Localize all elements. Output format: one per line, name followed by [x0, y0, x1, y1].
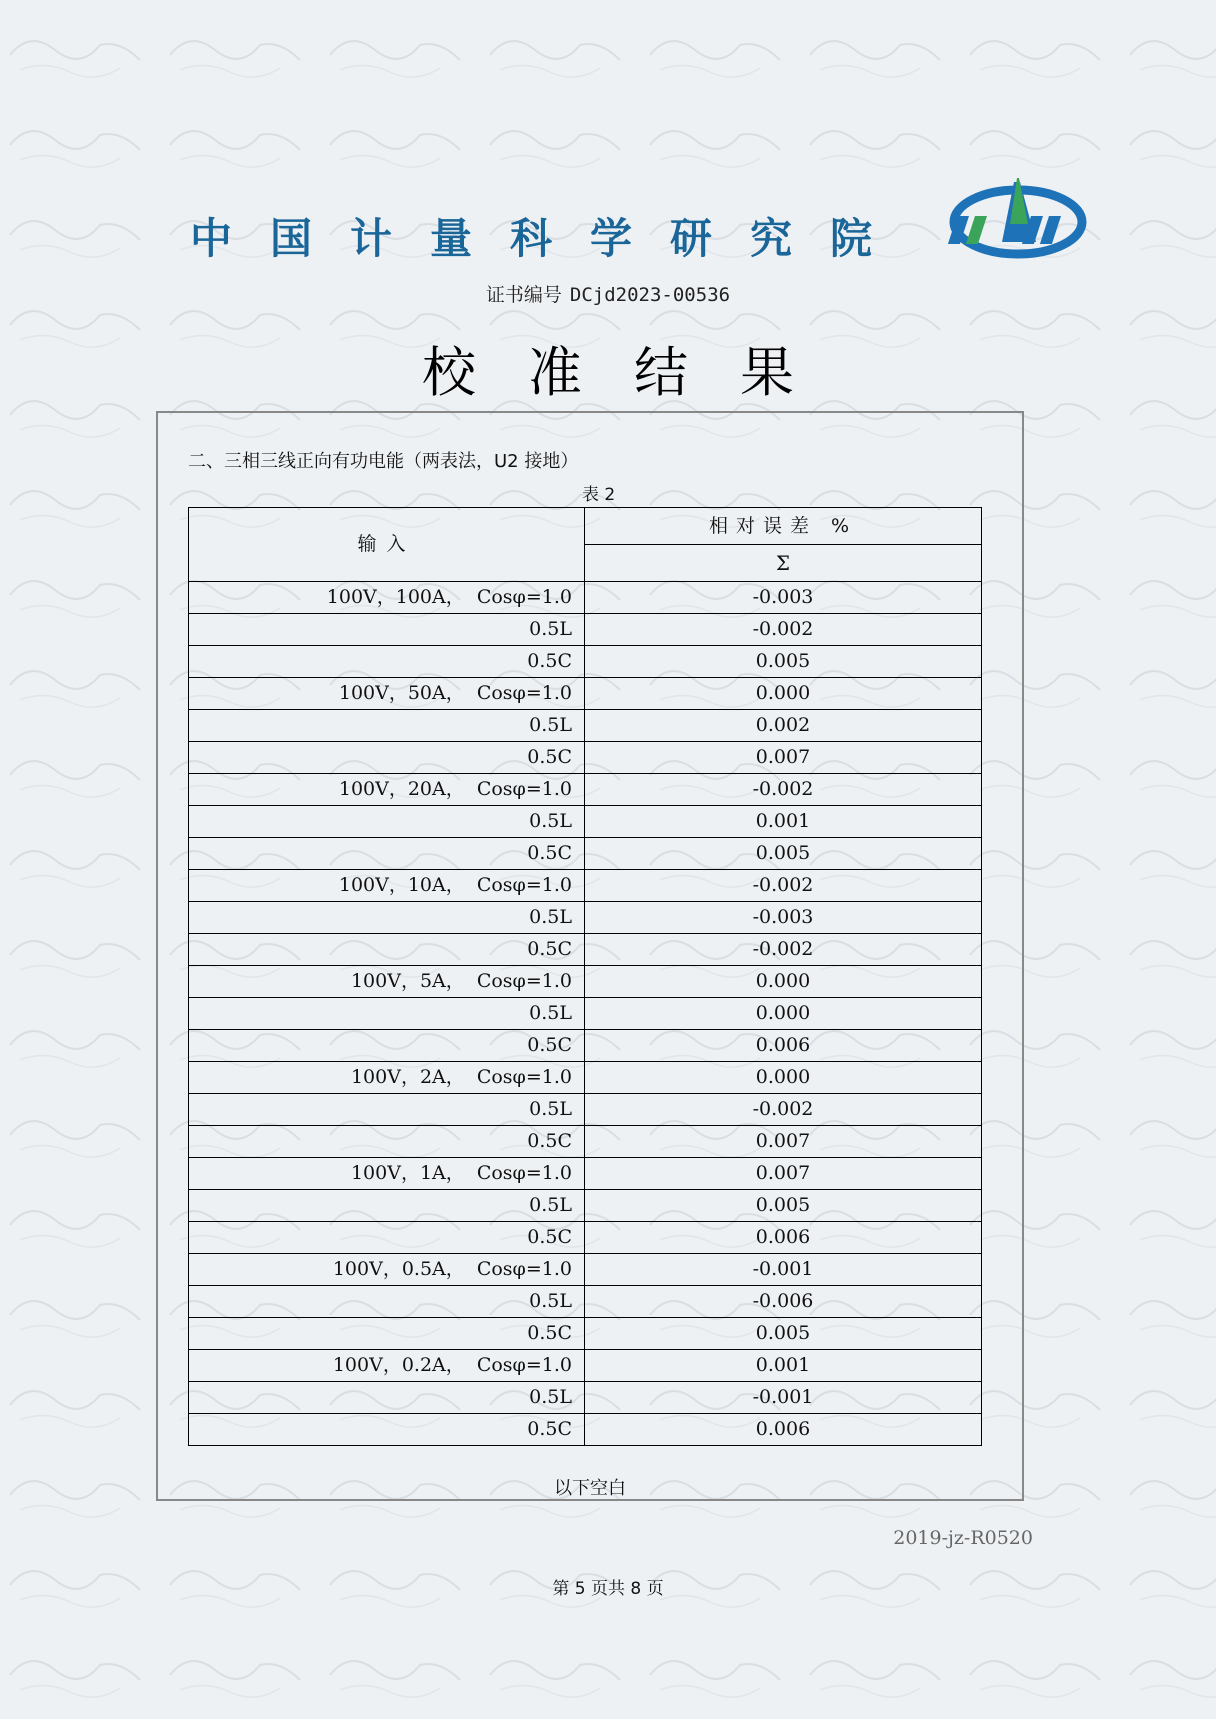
- input-cell: 100V，1A， Cosφ=1.0: [189, 1158, 585, 1190]
- results-table: [188, 507, 982, 1446]
- error-value-cell: 0.000: [585, 1062, 982, 1094]
- input-cell: 0.5L: [189, 1190, 585, 1222]
- input-cell: 0.5C: [189, 838, 585, 870]
- input-cell: 0.5C: [189, 934, 585, 966]
- error-value-cell: -0.002: [585, 614, 982, 646]
- table-row: [189, 806, 982, 838]
- input-cell: 0.5C: [189, 1030, 585, 1062]
- error-value-cell: -0.002: [585, 870, 982, 902]
- error-value-cell: -0.002: [585, 774, 982, 806]
- table-row: [189, 614, 982, 646]
- error-value-cell: 0.006: [585, 1414, 982, 1446]
- error-value-cell: 0.001: [585, 806, 982, 838]
- table-row: [189, 1350, 982, 1382]
- table-row: [189, 902, 982, 934]
- error-value-cell: 0.005: [585, 1318, 982, 1350]
- table-row: [189, 1414, 982, 1446]
- error-value-cell: -0.001: [585, 1382, 982, 1414]
- table-row: [189, 966, 982, 998]
- table-row: [189, 838, 982, 870]
- table-row: [189, 934, 982, 966]
- error-value-cell: 0.006: [585, 1030, 982, 1062]
- table-row: [189, 998, 982, 1030]
- error-value-cell: 0.002: [585, 710, 982, 742]
- input-cell: 0.5C: [189, 646, 585, 678]
- error-value-cell: 0.007: [585, 1126, 982, 1158]
- input-cell: 0.5C: [189, 1414, 585, 1446]
- table-row: [189, 646, 982, 678]
- table-row: [189, 1318, 982, 1350]
- table-header-row: [189, 508, 982, 545]
- error-value-cell: -0.001: [585, 1254, 982, 1286]
- input-cell: 0.5L: [189, 1094, 585, 1126]
- table-row: [189, 742, 982, 774]
- table-row: [189, 1094, 982, 1126]
- institution-name: 中国计量科学研究院: [190, 214, 911, 263]
- table-row: [189, 678, 982, 710]
- certificate-number-value: DCjd2023-00536: [569, 284, 731, 306]
- input-cell: 0.5C: [189, 742, 585, 774]
- input-cell: 0.5C: [189, 1222, 585, 1254]
- page-number: 第 5 页共 8 页: [552, 1579, 664, 1599]
- error-value-cell: -0.002: [585, 1094, 982, 1126]
- error-value-cell: 0.005: [585, 1190, 982, 1222]
- section-heading: 二、三相三线正向有功电能（两表法，U2 接地）: [188, 451, 579, 472]
- input-cell: 0.5C: [189, 1318, 585, 1350]
- input-cell: 100V，0.2A， Cosφ=1.0: [189, 1350, 585, 1382]
- form-code: 2019-jz-R0520: [893, 1527, 1033, 1549]
- error-value-cell: 0.000: [585, 678, 982, 710]
- error-value-cell: 0.000: [585, 998, 982, 1030]
- input-cell: 0.5L: [189, 806, 585, 838]
- error-value-cell: 0.007: [585, 742, 982, 774]
- error-value-cell: -0.002: [585, 934, 982, 966]
- table-row: [189, 1382, 982, 1414]
- table-row: [189, 582, 982, 614]
- column-header-relative-error: 相对误差 %: [585, 508, 982, 545]
- table-row: [189, 870, 982, 902]
- certificate-header: [0, 170, 1216, 280]
- table-row: [189, 1158, 982, 1190]
- table-row: [189, 1030, 982, 1062]
- input-cell: 0.5L: [189, 614, 585, 646]
- input-cell: 0.5L: [189, 902, 585, 934]
- table-row: [189, 1190, 982, 1222]
- input-cell: 0.5L: [189, 1382, 585, 1414]
- table-label: 表 2: [582, 485, 616, 505]
- blank-below-note: 以下空白: [554, 1478, 626, 1499]
- error-value-cell: 0.000: [585, 966, 982, 998]
- input-cell: 100V，0.5A， Cosφ=1.0: [189, 1254, 585, 1286]
- input-cell: 100V，2A， Cosφ=1.0: [189, 1062, 585, 1094]
- input-cell: 100V，100A， Cosφ=1.0: [189, 582, 585, 614]
- certificate-number-label: 证书编号: [485, 284, 562, 306]
- error-value-cell: 0.007: [585, 1158, 982, 1190]
- table-row: [189, 1222, 982, 1254]
- table-row: [189, 1286, 982, 1318]
- table-row: [189, 1062, 982, 1094]
- input-cell: 0.5L: [189, 998, 585, 1030]
- table-row: [189, 710, 982, 742]
- input-cell: 0.5L: [189, 710, 585, 742]
- input-cell: 100V，10A， Cosφ=1.0: [189, 870, 585, 902]
- table-row: [189, 1126, 982, 1158]
- error-value-cell: 0.001: [585, 1350, 982, 1382]
- error-value-cell: -0.006: [585, 1286, 982, 1318]
- column-header-input: 输入: [189, 508, 585, 582]
- input-cell: 100V，5A， Cosφ=1.0: [189, 966, 585, 998]
- error-value-cell: 0.005: [585, 838, 982, 870]
- table-row: [189, 1254, 982, 1286]
- input-cell: 0.5C: [189, 1126, 585, 1158]
- input-cell: 100V，50A， Cosφ=1.0: [189, 678, 585, 710]
- input-cell: 0.5L: [189, 1286, 585, 1318]
- error-value-cell: 0.005: [585, 646, 982, 678]
- error-value-cell: 0.006: [585, 1222, 982, 1254]
- column-header-sigma: Σ: [585, 545, 982, 582]
- page-title: 校准结果: [422, 341, 846, 404]
- input-cell: 100V，20A， Cosφ=1.0: [189, 774, 585, 806]
- certificate-number: [0, 280, 1216, 307]
- error-value-cell: -0.003: [585, 582, 982, 614]
- table-row: [189, 774, 982, 806]
- error-value-cell: -0.003: [585, 902, 982, 934]
- nim-logo-icon: [948, 176, 1088, 260]
